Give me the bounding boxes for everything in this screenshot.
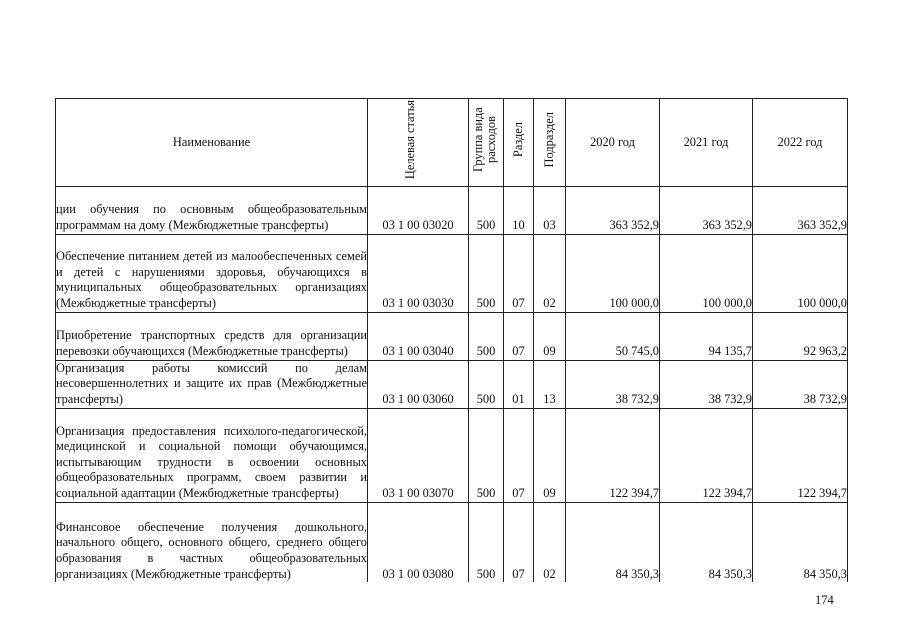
row-code: 03 1 00 03080 — [368, 502, 469, 582]
row-section: 10 — [504, 186, 534, 234]
row-group: 500 — [469, 502, 504, 582]
row-name — [56, 408, 368, 502]
row-name — [56, 186, 368, 234]
row-value-2021: 38 732,9 — [660, 360, 753, 408]
row-value-2022: 100 000,0 — [753, 234, 848, 312]
row-value-2022: 363 352,9 — [753, 186, 848, 234]
table-row — [56, 186, 848, 234]
row-section: 07 — [504, 312, 534, 360]
page-number: 174 — [815, 593, 834, 607]
header-2022 — [753, 99, 848, 187]
row-section: 07 — [504, 408, 534, 502]
row-subsection: 13 — [534, 360, 566, 408]
header-2021-label: 2021 год — [683, 134, 729, 149]
header-2020 — [566, 99, 660, 187]
header-2021 — [660, 99, 753, 187]
row-name-text: Финансовое обеспечение получения дошкольного, начального общего, основного общего, среднего общего образования в частных общеобразовательных организациях (Межбюджетные трансферты) — [56, 519, 367, 581]
table-row — [56, 234, 848, 312]
row-code: 03 1 00 03030 — [368, 234, 469, 312]
row-name-text: Обеспечение питанием детей из малообеспеченных семей и детей с нарушениями здоровья, обучающихся в муниципальных общеобразовательных организациях (Межбюджетные трансферты) — [56, 249, 367, 310]
header-name-label: Наименование — [172, 134, 251, 149]
header-expense-group-label: Группа вида расходов — [471, 107, 498, 173]
row-group: 500 — [469, 312, 504, 360]
header-name — [56, 99, 368, 187]
header-subsection — [534, 99, 566, 187]
row-subsection: 03 — [534, 186, 566, 234]
header-2022-label: 2022 год — [777, 134, 823, 149]
row-subsection: 02 — [534, 234, 566, 312]
row-subsection: 09 — [534, 408, 566, 502]
row-subsection: 09 — [534, 312, 566, 360]
budget-table — [55, 98, 848, 582]
row-value-2020: 363 352,9 — [566, 186, 660, 234]
row-name — [56, 312, 368, 360]
row-code: 03 1 00 03040 — [368, 312, 469, 360]
row-name-text: Приобретение транспортных средств для организации перевозки обучающихся (Межбюджетные трансферты) — [56, 328, 367, 358]
table-row — [56, 312, 848, 360]
row-section: 01 — [504, 360, 534, 408]
header-expense-group — [469, 99, 504, 187]
row-value-2022: 38 732,9 — [753, 360, 848, 408]
row-value-2022: 122 394,7 — [753, 408, 848, 502]
row-group: 500 — [469, 408, 504, 502]
header-subsection-label: Подраздел — [542, 112, 556, 168]
row-value-2020: 50 745,0 — [566, 312, 660, 360]
row-value-2020: 100 000,0 — [566, 234, 660, 312]
header-target-article — [368, 99, 469, 187]
row-code: 03 1 00 03070 — [368, 408, 469, 502]
row-value-2020: 38 732,9 — [566, 360, 660, 408]
row-value-2020: 122 394,7 — [566, 408, 660, 502]
row-name-text: ции обучения по основным общеобразовательным программам на дому (Межбюджетные трансферты) — [56, 202, 367, 232]
header-section-label: Раздел — [511, 122, 525, 158]
row-value-2022: 84 350,3 — [753, 502, 848, 582]
row-name-text: Организация работы комиссий по делам несовершеннолетних и защите их прав (Межбюджетные трансферты) — [56, 360, 367, 406]
row-value-2021: 363 352,9 — [660, 186, 753, 234]
row-section: 07 — [504, 234, 534, 312]
row-name — [56, 360, 368, 408]
table-row — [56, 408, 848, 502]
row-name-text: Организация предоставления психолого-педагогической, медицинской и социальной помощи обучающимся, испытывающим трудности в освоении основных общеобразовательных программ, своем развитии и социальной адаптации (Межбюджетные трансферты) — [56, 423, 367, 500]
row-subsection: 02 — [534, 502, 566, 582]
row-value-2021: 84 350,3 — [660, 502, 753, 582]
row-code: 03 1 00 03060 — [368, 360, 469, 408]
row-value-2020: 84 350,3 — [566, 502, 660, 582]
table-row — [56, 502, 848, 582]
header-2020-label: 2020 год — [590, 134, 635, 149]
row-code: 03 1 00 03020 — [368, 186, 469, 234]
row-value-2021: 100 000,0 — [660, 234, 753, 312]
header-target-article-label: Целевая статья — [403, 100, 417, 180]
row-name — [56, 502, 368, 582]
row-value-2021: 94 135,7 — [660, 312, 753, 360]
row-section: 07 — [504, 502, 534, 582]
row-group: 500 — [469, 234, 504, 312]
row-name — [56, 234, 368, 312]
table-header-row — [56, 99, 848, 187]
row-group: 500 — [469, 360, 504, 408]
row-group: 500 — [469, 186, 504, 234]
row-value-2021: 122 394,7 — [660, 408, 753, 502]
header-section — [504, 99, 534, 187]
table-row — [56, 360, 848, 408]
row-value-2022: 92 963,2 — [753, 312, 848, 360]
